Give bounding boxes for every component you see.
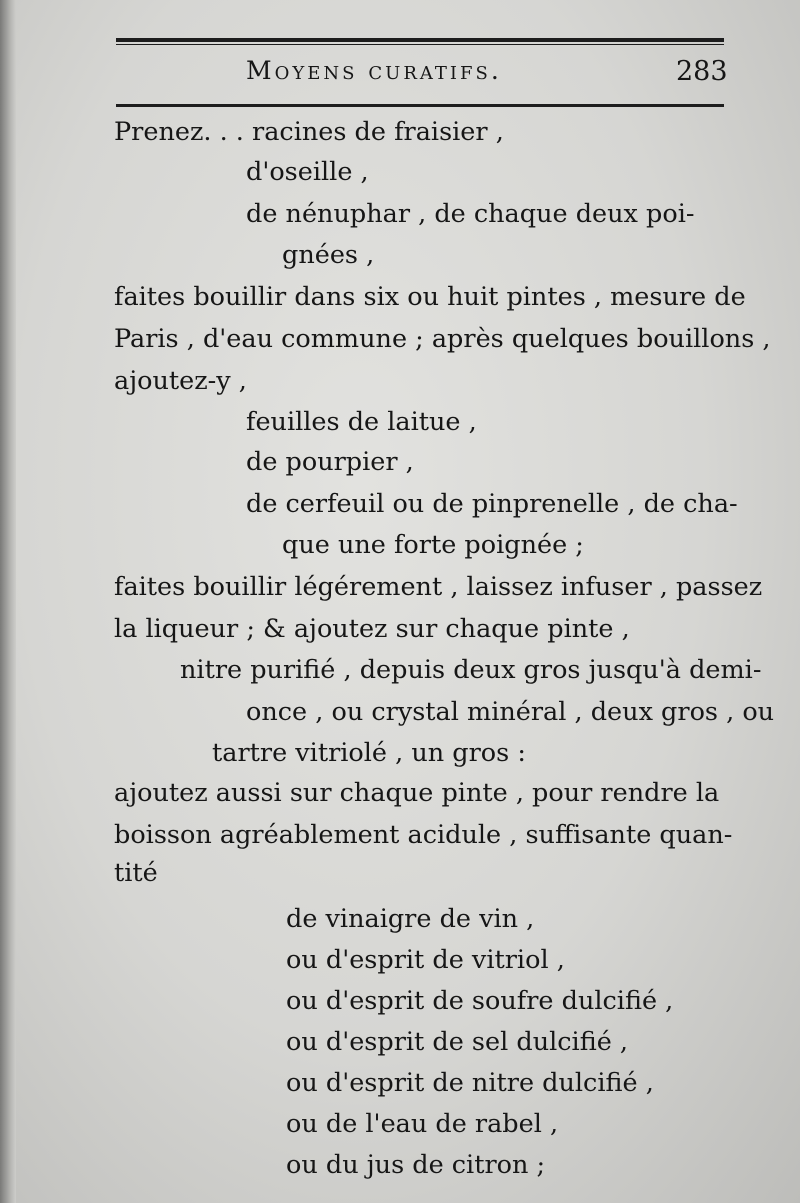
header-rule-top xyxy=(116,38,724,42)
text-line: tartre vitriolé , un gros : xyxy=(212,738,526,768)
text-line: faites bouillir dans six ou huit pintes , mesure de xyxy=(114,282,746,312)
text-line: Prenez. . . racines de fraisier , xyxy=(114,117,504,147)
running-head: Moyens curatifs. xyxy=(246,56,502,85)
text-line: tité xyxy=(114,858,158,888)
text-line: faites bouillir légérement , laissez infuser , passez xyxy=(114,572,763,602)
header-rule-top-thin xyxy=(116,44,724,45)
text-line: d'oseille , xyxy=(246,157,369,187)
text-line: de pourpier , xyxy=(246,447,414,477)
text-line: ou d'esprit de nitre dulcifié , xyxy=(286,1068,654,1098)
text-line: gnées , xyxy=(282,240,375,270)
text-line: ajoutez-y , xyxy=(114,366,247,396)
page-gutter-shadow xyxy=(0,0,16,1203)
text-line: ou d'esprit de sel dulcifié , xyxy=(286,1027,629,1057)
text-line: que une forte poignée ; xyxy=(282,530,584,560)
text-line: ou de l'eau de rabel , xyxy=(286,1109,559,1139)
text-line: ou d'esprit de vitriol , xyxy=(286,945,565,975)
text-line: ou du jus de citron ; xyxy=(286,1150,546,1180)
text-line: de cerfeuil ou de pinprenelle , de cha- xyxy=(246,489,738,519)
page-number: 283 xyxy=(676,56,728,87)
text-line: la liqueur ; & ajoutez sur chaque pinte , xyxy=(114,614,630,644)
text-line: feuilles de laitue , xyxy=(246,407,477,437)
text-line: de vinaigre de vin , xyxy=(286,904,535,934)
text-line: boisson agréablement acidule , suffisante quan- xyxy=(114,820,733,850)
text-line: once , ou crystal minéral , deux gros , ou xyxy=(246,697,775,727)
text-line: Paris , d'eau commune ; après quelques bouillons , xyxy=(114,324,771,354)
text-line: de nénuphar , de chaque deux poi- xyxy=(246,199,695,229)
text-line: ajoutez aussi sur chaque pinte , pour rendre la xyxy=(114,778,720,808)
text-line: ou d'esprit de soufre dulcifié , xyxy=(286,986,674,1016)
text-line: nitre purifié , depuis deux gros jusqu'à demi- xyxy=(180,655,762,685)
header-rule-bottom xyxy=(116,104,724,107)
